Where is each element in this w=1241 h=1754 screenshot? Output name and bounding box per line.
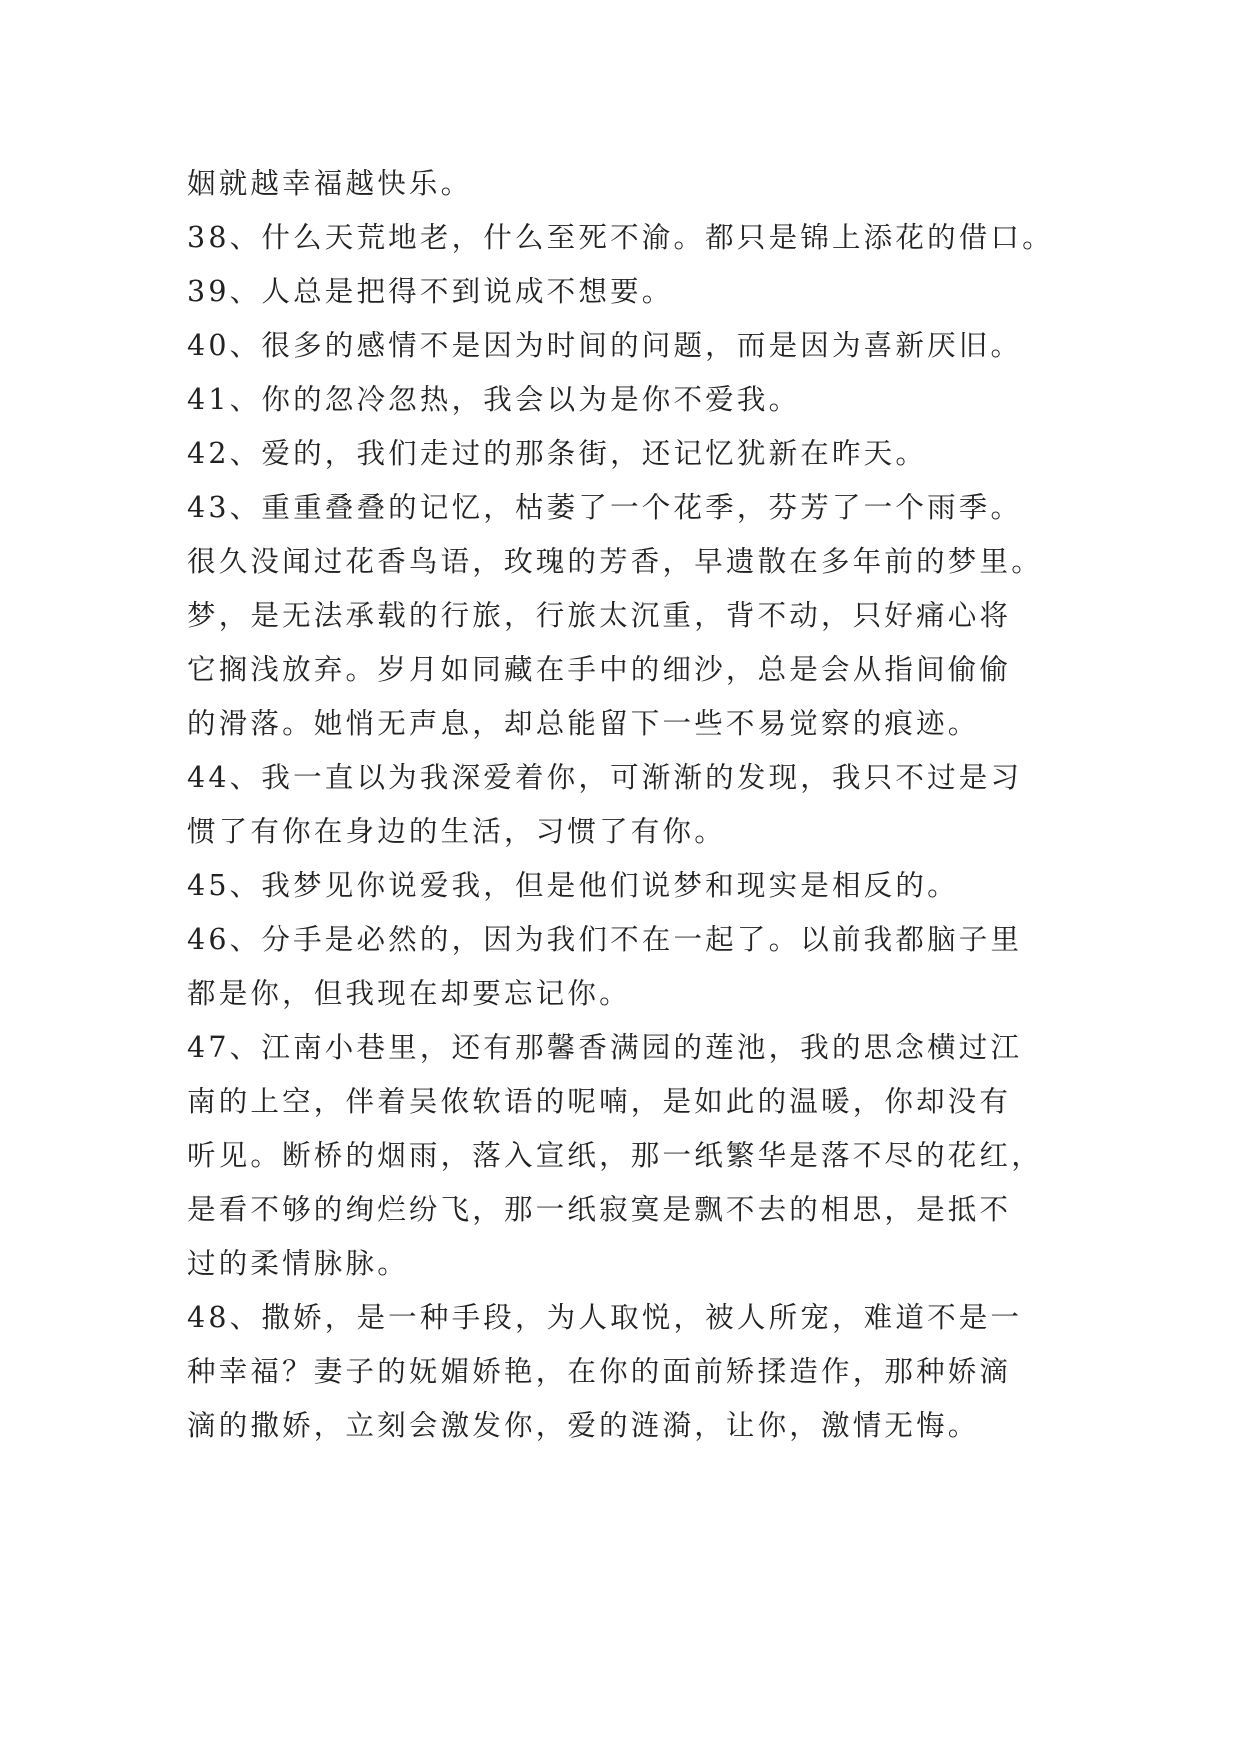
text-line: 很久没闻过花香鸟语，玫瑰的芳香，早遗散在多年前的梦里。 [187,545,1043,578]
text-line: 40、很多的感情不是因为时间的问题，而是因为喜新厌旧。 [187,329,1023,362]
text-line: 姻就越幸福越快乐。 [187,167,473,200]
text-line: 梦，是无法承载的行旅，行旅太沉重，背不动，只好痛心将 [187,599,1012,632]
text-line: 48、撒娇，是一种手段，为人取悦，被人所宠，难道不是一 [187,1301,1023,1334]
text-line: 41、你的忽冷忽热，我会以为是你不爱我。 [187,383,801,416]
text-line: 听见。断桥的烟雨，落入宣纸，那一纸繁华是落不尽的花红， [187,1139,1043,1172]
text-line: 是看不够的绚烂纷飞，那一纸寂寞是飘不去的相思，是抵不 [187,1193,1012,1226]
text-line: 的滑落。她悄无声息，却总能留下一些不易觉察的痕迹。 [187,707,980,740]
text-line: 43、重重叠叠的记忆，枯萎了一个花季，芬芳了一个雨季。 [187,491,1023,524]
document-body [187,157,1087,1453]
text-line: 它搁浅放弃。岁月如同藏在手中的细沙，总是会从指间偷偷 [187,653,1012,686]
text-line: 惯了有你在身边的生活，习惯了有你。 [187,815,726,848]
text-line: 47、江南小巷里，还有那馨香满园的莲池，我的思念横过江 [187,1031,1023,1064]
text-line: 45、我梦见你说爱我，但是他们说梦和现实是相反的。 [187,869,959,902]
text-line: 42、爱的，我们走过的那条街，还记忆犹新在昨天。 [187,437,928,470]
text-line: 44、我一直以为我深爱着你，可渐渐的发现，我只不过是习 [187,761,1023,794]
text-line: 39、人总是把得不到说成不想要。 [187,275,674,308]
text-line: 过的柔情脉脉。 [187,1247,409,1280]
text-line: 46、分手是必然的，因为我们不在一起了。以前我都脑子里 [187,923,1023,956]
text-line: 南的上空，伴着吴侬软语的呢喃，是如此的温暖，你却没有 [187,1085,1012,1118]
text-line: 种幸福？妻子的妩媚娇艳，在你的面前矫揉造作，那种娇滴 [187,1355,1012,1388]
text-line: 滴的撒娇，立刻会激发你，爱的涟漪，让你，激情无悔。 [187,1409,980,1442]
text-line: 38、什么天荒地老，什么至死不渝。都只是锦上添花的借口。 [187,221,1054,254]
text-line: 都是你，但我现在却要忘记你。 [187,977,631,1010]
